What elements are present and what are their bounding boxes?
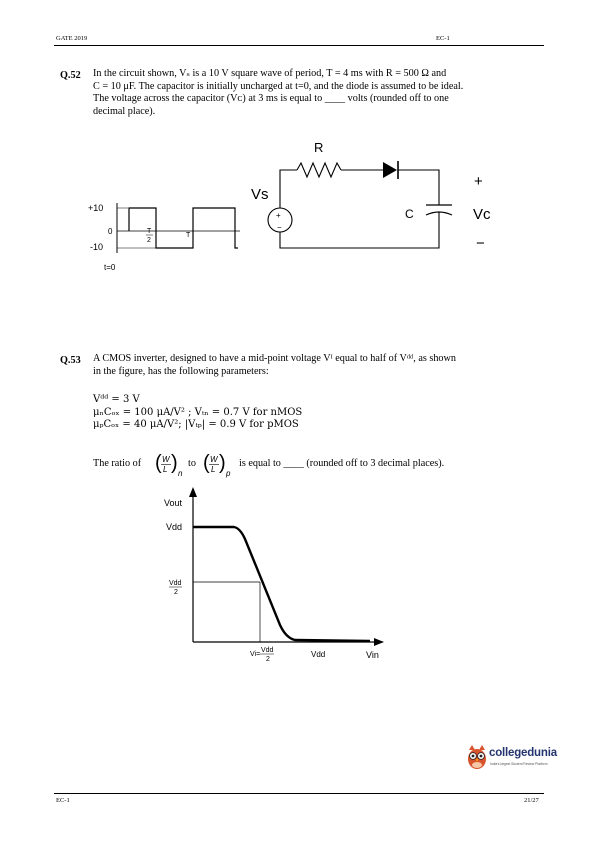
ratio-line <box>93 452 553 482</box>
label-vout: Vout <box>164 498 183 508</box>
svg-text:p: p <box>226 469 231 478</box>
square-wave-figure <box>80 195 260 275</box>
svg-text:W: W <box>162 455 170 464</box>
param-pmos: μₚCₒₓ = 40 μA/V²; |Vₜₚ| = 0.9 V for pMOS <box>93 419 299 430</box>
ratio-wl-p <box>203 451 233 481</box>
label-vdd2-num: Vdd <box>169 580 182 587</box>
label-vi-pre: Vi= <box>250 651 261 658</box>
svg-text:n: n <box>178 469 183 478</box>
label-vi-num: Vdd <box>261 647 274 654</box>
svg-text:): ) <box>219 452 226 474</box>
label-vin: Vin <box>366 650 379 660</box>
q53-number: Q.53 <box>60 355 81 366</box>
collegedunia-logo <box>466 744 566 772</box>
svg-text:): ) <box>171 452 178 474</box>
ratio-to: to <box>188 458 196 469</box>
svg-text:(: ( <box>155 452 162 474</box>
q52-text <box>93 68 543 118</box>
logo-tagline: India's largest Student Review Platform <box>490 762 548 766</box>
header-rule <box>54 45 544 46</box>
owl-mascot-icon <box>466 744 488 770</box>
wave-label-pos: +10 <box>88 203 104 213</box>
rc-diode-circuit <box>245 135 515 260</box>
wave-label-t: T <box>186 232 191 239</box>
label-vdd2-den: 2 <box>174 589 178 596</box>
resistor-symbol <box>297 163 341 177</box>
q52-line-1: In the circuit shown, Vₛ is a 10 V square wave of period, T = 4 ms with R = 500 Ω and <box>93 68 447 79</box>
svg-text:L: L <box>163 465 168 474</box>
ratio-post: is equal to ____ (rounded off to 3 decimal places). <box>239 458 445 469</box>
output-plus: + <box>474 173 483 190</box>
param-nmos: μₙCₒₓ = 100 μA/V² ; Vₜₙ = 0.7 V for nMOS <box>93 406 303 418</box>
output-minus: − <box>476 235 485 252</box>
footer-right: 21/27 <box>524 797 539 804</box>
output-label: Vc <box>473 206 491 223</box>
q52-line-4: decimal place). <box>93 105 156 117</box>
diode-symbol <box>383 162 397 178</box>
ratio-wl-n <box>155 451 185 481</box>
label-vdd-x: Vdd <box>311 650 326 659</box>
param-vdd: Vᵈᵈ = 3 V <box>93 394 140 405</box>
q52-line-3: The voltage across the capacitor (Vᴄ) at 3 ms is equal to ____ volts (rounded off to one <box>93 93 449 105</box>
footer-left: EC-1 <box>56 797 70 804</box>
label-vi-den: 2 <box>266 656 270 663</box>
q52-line-2: C = 10 μF. The capacitor is initially uncharged at t=0, and the diode is assumed to be ideal. <box>93 80 464 92</box>
source-label: Vs <box>251 186 269 203</box>
wave-label-t0: t=0 <box>104 263 116 272</box>
wave-label-t-half-num: T <box>147 228 152 235</box>
vtc-plot <box>160 485 400 670</box>
logo-name: collegedunia <box>489 747 557 759</box>
square-wave <box>129 208 238 248</box>
footer-rule <box>54 793 544 794</box>
ratio-pre: The ratio of <box>93 458 142 469</box>
q53-line-1: A CMOS inverter, designed to have a mid-point voltage Vᴵ equal to half of Vᵈᵈ, as shown <box>93 353 456 364</box>
wave-label-neg: -10 <box>90 242 104 252</box>
vtc-curve <box>193 527 370 641</box>
resistor-label: R <box>314 140 324 155</box>
header-right: EC-1 <box>436 35 450 42</box>
svg-text:(: ( <box>203 452 210 474</box>
wave-label-zero: 0 <box>108 227 113 236</box>
q52-number: Q.52 <box>60 70 81 81</box>
label-vdd-y: Vdd <box>166 522 183 532</box>
q53-text <box>93 353 543 378</box>
capacitor-label: C <box>405 207 414 221</box>
source-minus: − <box>277 223 282 232</box>
q53-params <box>93 394 493 432</box>
q53-line-2: in the figure, has the following parameters: <box>93 365 269 377</box>
header-left: GATE 2019 <box>56 35 88 42</box>
wave-label-t-half-den: 2 <box>147 237 151 244</box>
svg-text:L: L <box>211 465 216 474</box>
svg-text:W: W <box>210 455 218 464</box>
source-plus: + <box>276 211 281 220</box>
